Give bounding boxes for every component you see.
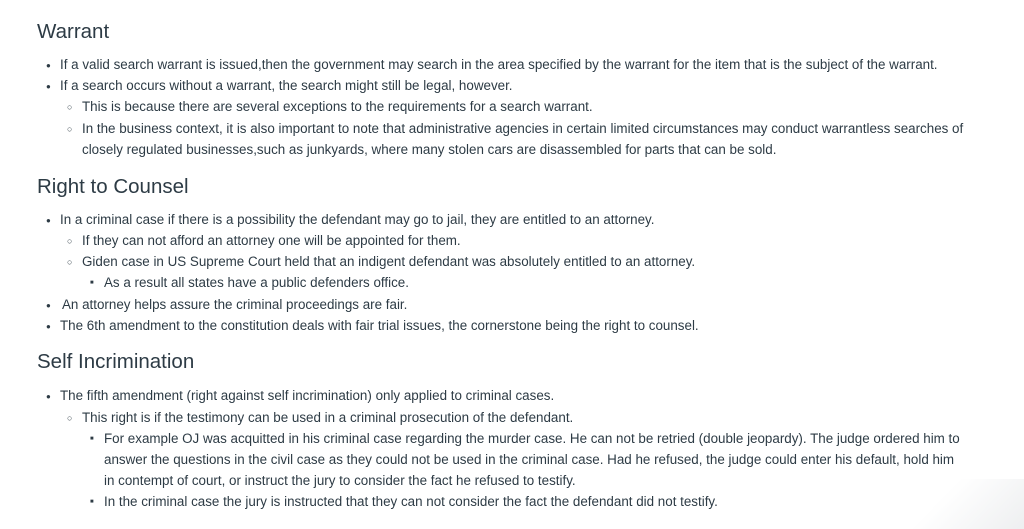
section-heading-self-incrimination: Self Incrimination xyxy=(37,350,195,373)
list-item: If a valid search warrant is issued,then the government may search in the area specified by the warrant for the item that is the subject of the warrant. xyxy=(60,57,938,72)
bullet-icon xyxy=(90,428,94,450)
bullet-icon xyxy=(67,251,72,273)
list-item: The fifth amendment (right against self incrimination) only applied to criminal cases. xyxy=(60,388,555,403)
bullet-icon xyxy=(67,96,72,118)
bullet-icon xyxy=(46,75,51,97)
bullet-icon xyxy=(90,272,94,294)
list-item-continuation: answer the questions in the civil case as they could not be used in the criminal case. Had he refused, the judge could enter his default, hold him xyxy=(104,452,955,467)
list-item: If they can not afford an attorney one will be appointed for them. xyxy=(82,233,461,248)
list-item-continuation: in contempt of court, or instruct the jury to consider the fact he refused to testify. xyxy=(104,473,576,488)
list-item: As a result all states have a public defenders office. xyxy=(104,275,409,290)
list-item: An attorney helps assure the criminal proceedings are fair. xyxy=(62,297,408,312)
bullet-icon xyxy=(67,230,72,252)
list-item: If a search occurs without a warrant, the search might still be legal, however. xyxy=(60,78,513,93)
list-item: This right is if the testimony can be used in a criminal prosecution of the defendant. xyxy=(82,410,574,425)
list-item: For example OJ was acquitted in his criminal case regarding the murder case. He can not be retried (double jeopardy). The judge ordered him to xyxy=(104,431,960,446)
list-item: In the criminal case the jury is instructed that they can not consider the fact the defendant did not testify. xyxy=(104,494,718,509)
list-item: The 6th amendment to the constitution deals with fair trial issues, the cornerstone being the right to counsel. xyxy=(60,318,699,333)
corner-shadow xyxy=(884,479,1024,529)
list-item: This is because there are several exceptions to the requirements for a search warrant. xyxy=(82,99,593,114)
bullet-icon xyxy=(67,118,72,140)
list-item: Giden case in US Supreme Court held that an indigent defendant was absolutely entitled to an attorney. xyxy=(82,254,696,269)
bullet-icon xyxy=(46,54,51,76)
bullet-icon xyxy=(90,491,94,513)
section-heading-right-to-counsel: Right to Counsel xyxy=(37,175,189,198)
list-item: In the business context, it is also important to note that administrative agencies in certain limited circumstances may conduct warrantless searches of xyxy=(82,121,964,136)
bullet-icon xyxy=(46,385,51,407)
section-heading-warrant: Warrant xyxy=(37,20,110,43)
bullet-icon xyxy=(67,407,72,429)
bullet-icon xyxy=(46,209,51,231)
list-item: In a criminal case if there is a possibility the defendant may go to jail, they are entitled to an attorney. xyxy=(60,212,655,227)
list-item-continuation: closely regulated businesses,such as junkyards, where many stolen cars are disassembled for parts that can be sold. xyxy=(82,142,777,157)
bullet-icon xyxy=(46,294,51,316)
bullet-icon xyxy=(46,315,51,337)
